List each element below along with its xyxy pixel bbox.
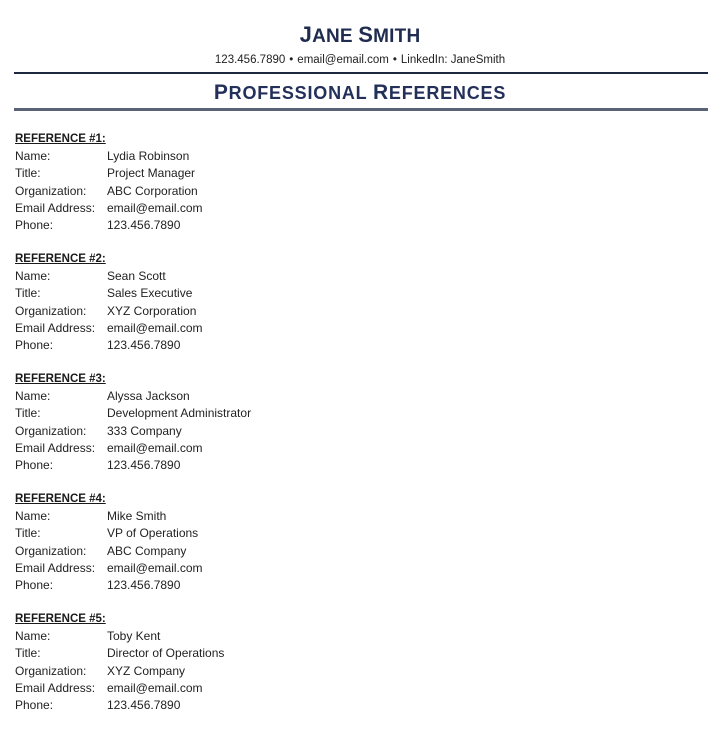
bullet-separator: • <box>289 54 294 66</box>
title-label: Title: <box>15 406 41 421</box>
reference-organization-row <box>15 663 335 680</box>
reference-email-row <box>15 320 335 337</box>
phone-label: Phone: <box>15 338 54 353</box>
reference-email-row <box>15 560 335 577</box>
reference-name-row <box>15 508 335 525</box>
phone-value: 123.456.7890 <box>107 338 181 353</box>
name-label: Name: <box>15 389 51 404</box>
reference-organization-row <box>15 183 335 200</box>
reference-title-row <box>15 165 335 182</box>
section-title-part: ROFESSIONAL <box>228 83 373 103</box>
reference-block <box>15 371 335 474</box>
name-label: Name: <box>15 149 51 164</box>
reference-heading: REFERENCE #5: <box>15 613 106 625</box>
reference-block <box>15 131 335 234</box>
phone-label: Phone: <box>15 218 54 233</box>
email-label: Email Address: <box>15 560 96 575</box>
name-label: Name: <box>15 629 51 644</box>
reference-phone-row <box>15 457 335 474</box>
reference-name-row <box>15 388 335 405</box>
phone-value: 123.456.7890 <box>107 458 181 473</box>
section-title-part: EFERENCES <box>388 83 507 103</box>
email-label: Email Address: <box>15 320 96 335</box>
organization-label: Organization: <box>15 663 87 678</box>
name-value: Lydia Robinson <box>107 149 190 164</box>
organization-label: Organization: <box>15 423 87 438</box>
title-label: Title: <box>15 286 41 301</box>
reference-name-row <box>15 628 335 645</box>
email-label: Email Address: <box>15 680 96 695</box>
title-value: Sales Executive <box>107 286 193 301</box>
name-value: Mike Smith <box>107 509 167 524</box>
name-label: Name: <box>15 509 51 524</box>
title-label: Title: <box>15 526 41 541</box>
name-value: Sean Scott <box>107 269 166 284</box>
section-title <box>0 80 720 106</box>
section-title-initial: P <box>213 81 229 104</box>
title-value: Director of Operations <box>107 646 225 661</box>
title-label: Title: <box>15 166 41 181</box>
name-initial-last: S <box>358 22 374 47</box>
email-value: email@email.com <box>107 680 203 695</box>
title-value: VP of Operations <box>107 526 199 541</box>
contact-email: email@email.com <box>297 54 389 66</box>
email-label: Email Address: <box>15 440 96 455</box>
reference-phone-row <box>15 697 335 714</box>
title-value: Project Manager <box>107 166 196 181</box>
reference-title-row <box>15 405 335 422</box>
reference-block <box>15 491 335 594</box>
reference-email-row <box>15 680 335 697</box>
reference-organization-row <box>15 423 335 440</box>
reference-heading: REFERENCE #3: <box>15 373 106 385</box>
organization-label: Organization: <box>15 183 87 198</box>
organization-value: ABC Company <box>107 543 187 558</box>
reference-heading: REFERENCE #1: <box>15 133 106 145</box>
reference-name-row <box>15 148 335 165</box>
phone-label: Phone: <box>15 458 54 473</box>
reference-name-row <box>15 268 335 285</box>
contact-line <box>0 52 720 68</box>
name-last-rest: MITH <box>373 26 421 47</box>
reference-title-row <box>15 525 335 542</box>
title-label: Title: <box>15 646 41 661</box>
section-title-initial: R <box>372 81 389 104</box>
organization-label: Organization: <box>15 303 87 318</box>
contact-phone: 123.456.7890 <box>214 54 286 66</box>
organization-value: XYZ Corporation <box>107 303 197 318</box>
phone-value: 123.456.7890 <box>107 578 181 593</box>
name-value: Toby Kent <box>107 629 161 644</box>
email-value: email@email.com <box>107 560 203 575</box>
reference-phone-row <box>15 217 335 234</box>
reference-block <box>15 611 335 714</box>
name-value: Alyssa Jackson <box>107 389 190 404</box>
reference-organization-row <box>15 543 335 560</box>
phone-label: Phone: <box>15 578 54 593</box>
reference-heading: REFERENCE #4: <box>15 493 106 505</box>
phone-value: 123.456.7890 <box>107 698 181 713</box>
reference-phone-row <box>15 577 335 594</box>
phone-label: Phone: <box>15 698 54 713</box>
title-value: Development Administrator <box>107 406 252 421</box>
reference-title-row <box>15 645 335 662</box>
applicant-name <box>0 22 720 50</box>
reference-email-row <box>15 200 335 217</box>
organization-value: ABC Corporation <box>107 183 198 198</box>
name-initial-first: J <box>299 22 313 47</box>
organization-label: Organization: <box>15 543 87 558</box>
email-value: email@email.com <box>107 200 203 215</box>
reference-title-row <box>15 285 335 302</box>
organization-value: 333 Company <box>107 423 182 438</box>
name-first-rest: ANE <box>312 26 353 47</box>
reference-phone-row <box>15 337 335 354</box>
bullet-separator: • <box>392 54 397 66</box>
organization-value: XYZ Company <box>107 663 186 678</box>
header-divider <box>14 72 708 74</box>
reference-email-row <box>15 440 335 457</box>
reference-block <box>15 251 335 354</box>
email-value: email@email.com <box>107 440 203 455</box>
email-value: email@email.com <box>107 320 203 335</box>
reference-heading: REFERENCE #2: <box>15 253 106 265</box>
name-label: Name: <box>15 269 51 284</box>
email-label: Email Address: <box>15 200 96 215</box>
phone-value: 123.456.7890 <box>107 218 181 233</box>
contact-linkedin: LinkedIn: JaneSmith <box>400 54 506 66</box>
reference-organization-row <box>15 303 335 320</box>
section-divider <box>14 108 708 111</box>
